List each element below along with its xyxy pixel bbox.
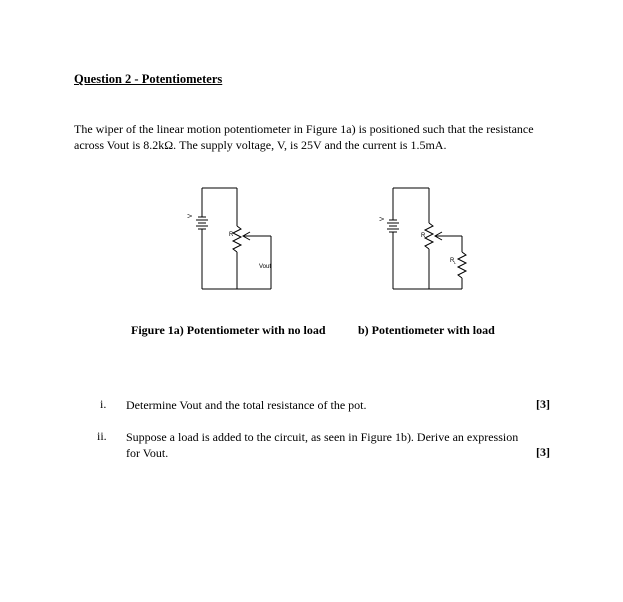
wiper-arrow: [243, 232, 250, 240]
resistor-zigzag: [425, 223, 433, 249]
wiper-arrow: [435, 232, 442, 240]
part-number: ii.: [97, 429, 107, 443]
intro-line: The wiper of the linear motion potentiometer in Figure 1a) is positioned such that the resistance: [74, 122, 534, 136]
left-resistor-label: R: [229, 232, 234, 238]
part-text: [126, 429, 518, 461]
intro-line: across Vout is 8.2kΩ. The supply voltage, V, is 25V and the current is 1.5mA.: [74, 138, 447, 152]
part-line: Determine Vout and the total resistance of the pot.: [126, 398, 367, 412]
question-intro: [74, 121, 574, 153]
part-marks: [3]: [536, 397, 550, 411]
right-supply-label: V: [380, 216, 386, 221]
question-heading: Question 2 - Potentiometers: [74, 72, 223, 86]
battery-symbol: [387, 220, 399, 232]
load-resistor-zigzag: [458, 252, 466, 278]
part-line: Suppose a load is added to the circuit, as seen in Figure 1b). Derive an expression: [126, 430, 519, 444]
resistor-zigzag: [233, 226, 241, 252]
circuit-no-load: [196, 188, 271, 289]
left-supply-label: V: [188, 213, 194, 218]
part-number: i.: [100, 397, 107, 411]
part-text: [126, 397, 367, 413]
load-resistor-label: R: [450, 258, 455, 264]
figure-caption-a: Figure 1a) Potentiometer with no load: [131, 323, 326, 337]
battery-symbol: [196, 217, 208, 229]
right-resistor-label: R: [421, 233, 426, 239]
figure-caption-b: b) Potentiometer with load: [358, 323, 495, 337]
part-line: for Vout.: [126, 446, 169, 460]
part-marks: [3]: [536, 445, 550, 459]
load-resistor-subscript: L: [454, 260, 457, 265]
circuit-with-load: [387, 188, 466, 289]
left-output-label: Vout: [259, 264, 272, 270]
